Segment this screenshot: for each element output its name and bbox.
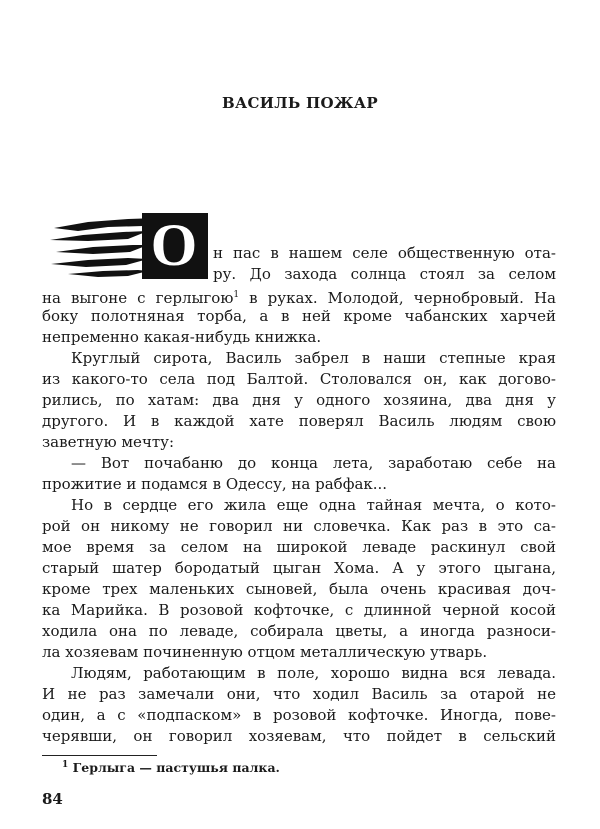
line-segment: на выгоне с герлыгою xyxy=(42,289,234,307)
text-line: старый шатер бородатый цыган Хома. А у этого цыгана, xyxy=(42,559,556,577)
footnote-text: Герлыга — пастушья палка. xyxy=(68,760,280,776)
text-line: И не раз замечали они, что ходил Василь за отарой не xyxy=(42,685,556,703)
footnote-marker: 1 xyxy=(233,290,240,300)
text-line xyxy=(42,285,556,306)
text-line: Круглый сирота, Василь забрел в наши степные края xyxy=(71,349,556,367)
text-line: другого. И в каждой хате поверял Василь людям свою xyxy=(42,412,556,430)
text-line: кроме трех маленьких сыновей, была очень красивая доч- xyxy=(42,580,556,598)
text-line: ходила она по леваде, собирала цветы, а иногда разноси- xyxy=(42,622,556,640)
text-line: боку полотняная торба, а в ней кроме чабанских харчей xyxy=(42,307,556,325)
text-line: рились, по хатам: два дня у одного хозяина, два дня у xyxy=(42,391,556,409)
line-segment: в руках. Молодой, чернобровый. На xyxy=(239,289,556,307)
text-line: — Вот почабаню до конца лета, заработаю себе на xyxy=(71,454,556,472)
text-line: мое время за селом на широкой леваде раскинул свой xyxy=(42,538,556,556)
text-line: Людям, работающим в поле, хорошо видна вся левада. xyxy=(71,664,556,682)
text-line: из какого-то села под Балтой. Столовался он, как догово- xyxy=(42,370,556,388)
text-line: прожитие и подамся в Одессу, на рабфак... xyxy=(42,475,388,493)
footnote-divider xyxy=(42,755,157,756)
text-line: заветную мечту: xyxy=(42,433,175,451)
text-line: ла хозяевам починенную отцом металлическую утварь. xyxy=(42,643,488,661)
text-line: непременно какая-нибудь книжка. xyxy=(42,328,322,346)
text-line: рой он никому не говорил ни словечка. Как раз в это са- xyxy=(42,517,556,535)
text-line: Но в сердце его жила еще одна тайная мечта, о кото- xyxy=(71,496,556,514)
text-line: один, а с «подпаском» в розовой кофточке. Иногда, пове- xyxy=(42,706,556,724)
dropcap-letter: О xyxy=(150,212,198,278)
page-number: 84 xyxy=(42,790,63,808)
footnote-mark: 1 xyxy=(62,760,69,770)
text-line: ру. До захода солнца стоял за селом xyxy=(213,265,556,283)
text-line: ка Марийка. В розовой кофточке, с длинной черной косой xyxy=(42,601,556,619)
text-line: н пас в нашем селе общественную ота- xyxy=(213,244,556,262)
chapter-title: ВАСИЛЬ ПОЖАР xyxy=(222,94,378,112)
text-line: черявши, он говорил хозяевам, что пойдет в сельский xyxy=(42,727,556,745)
footnote xyxy=(62,760,280,775)
